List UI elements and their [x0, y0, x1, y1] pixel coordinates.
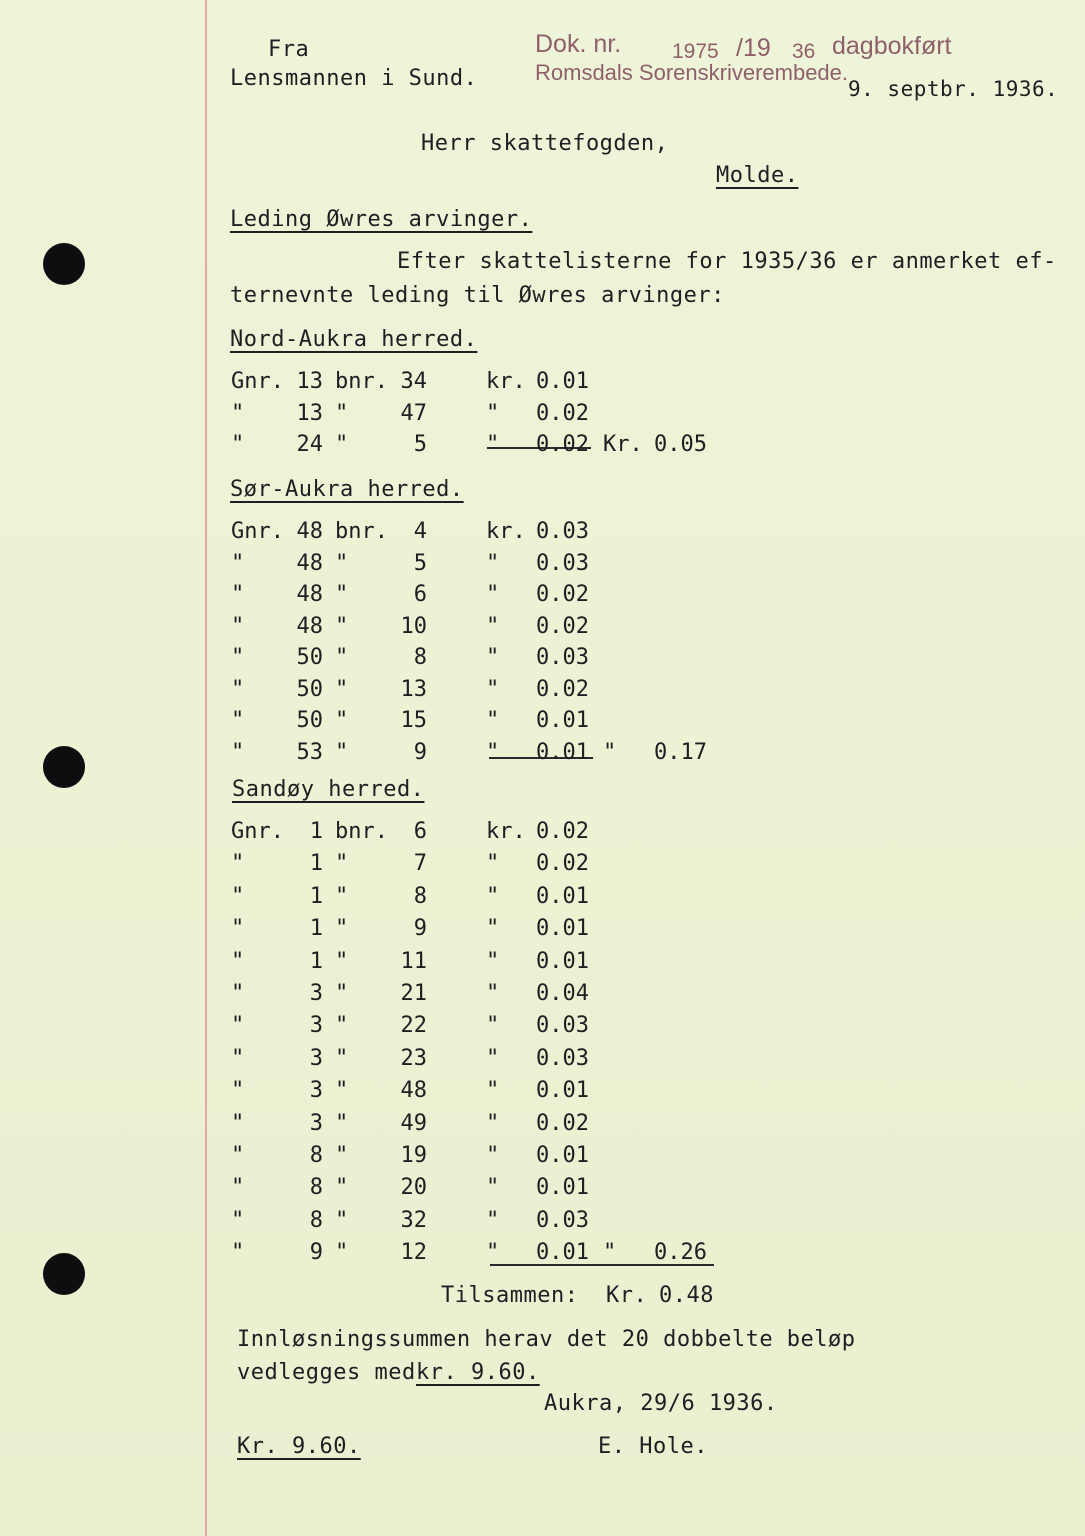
- ledger-row: [231, 817, 731, 847]
- ledger-row: [231, 882, 731, 912]
- intro-line-2: ternevnte leding til Øwres arvinger:: [230, 283, 725, 308]
- gnr-label: ": [231, 676, 245, 702]
- bnr-label: ": [335, 851, 349, 877]
- ledger-row: [231, 675, 731, 705]
- currency: ": [486, 1175, 500, 1201]
- amount: 0.03: [536, 550, 589, 576]
- currency: ": [486, 1013, 500, 1039]
- bnr-value: 9: [413, 916, 427, 942]
- gnr-value: 8: [309, 1175, 323, 1201]
- bnr-label: ": [335, 400, 349, 426]
- currency: ": [486, 400, 500, 426]
- gnr-label: ": [231, 916, 245, 942]
- gnr-value: 3: [309, 1078, 323, 1104]
- ledger-row: [231, 979, 731, 1009]
- bnr-value: 19: [400, 1143, 427, 1168]
- gnr-label: ": [231, 400, 245, 426]
- gnr-label: ": [231, 739, 245, 765]
- gnr-value: 1: [309, 819, 323, 844]
- ledger-row: [231, 517, 731, 547]
- gnr-label: Gnr.: [231, 369, 284, 394]
- gnr-value: 24: [296, 432, 323, 457]
- bnr-value: 21: [400, 981, 427, 1006]
- currency: kr.: [486, 369, 526, 394]
- currency: ": [486, 981, 500, 1006]
- ledger-row: [231, 1011, 731, 1041]
- stamp-dagbokfort: dagbokført: [832, 32, 952, 60]
- currency: ": [486, 883, 500, 909]
- amount: 0.01: [536, 916, 589, 942]
- grand-total-label: Tilsammen:: [441, 1283, 579, 1308]
- ledger-row: [231, 612, 731, 642]
- intro-line-1: Efter skattelisterne for 1935/36 er anmerket ef-: [397, 249, 1057, 274]
- bnr-value: 11: [400, 948, 427, 974]
- currency: ": [486, 1078, 500, 1104]
- ledger-row: [231, 1173, 731, 1203]
- from-name: Lensmannen i Sund.: [230, 66, 478, 91]
- amount: 0.03: [536, 1045, 589, 1071]
- gnr-label: ": [231, 432, 245, 457]
- currency: ": [486, 432, 500, 457]
- bnr-label: bnr.: [335, 369, 388, 394]
- amount: 0.02: [536, 851, 589, 877]
- bnr-value: 48: [400, 1078, 427, 1104]
- bnr-label: ": [335, 916, 349, 942]
- stamp-office: Romsdals Sorenskriverembede.: [535, 60, 849, 85]
- ledger-row: [231, 399, 731, 429]
- amount: 0.01: [536, 1175, 589, 1201]
- ledger-row: [231, 1044, 731, 1074]
- bnr-label: bnr.: [335, 819, 388, 844]
- currency: ": [486, 1143, 500, 1168]
- amount: 0.03: [536, 645, 589, 670]
- bnr-label: ": [335, 582, 349, 607]
- bnr-label: ": [335, 1013, 349, 1039]
- amount: 0.01: [536, 369, 589, 394]
- signature: E. Hole.: [598, 1434, 708, 1459]
- bnr-value: 22: [400, 1013, 427, 1039]
- section-title-sor-aukra: Sør-Aukra herred.: [230, 477, 464, 502]
- gnr-label: ": [231, 851, 245, 877]
- recipient-title: Herr skattefogden,: [421, 131, 669, 156]
- bnr-value: 4: [413, 519, 427, 544]
- gnr-value: 9: [309, 1240, 323, 1266]
- gnr-value: 13: [296, 400, 323, 426]
- redemption-amount: kr. 9.60.: [416, 1360, 540, 1385]
- currency: ": [486, 676, 500, 702]
- bnr-label: ": [335, 1078, 349, 1104]
- amount: 0.02: [536, 432, 589, 457]
- currency: ": [486, 1207, 500, 1233]
- gnr-value: 1: [309, 883, 323, 909]
- gnr-label: ": [231, 582, 245, 607]
- gnr-value: 13: [296, 369, 323, 394]
- amount: 0.02: [536, 400, 589, 426]
- redemption-line-1: Innløsningssummen herav det 20 dobbelte beløp: [237, 1327, 856, 1352]
- bnr-value: 32: [400, 1207, 427, 1233]
- bnr-value: 20: [400, 1175, 427, 1201]
- bnr-value: 49: [400, 1110, 427, 1136]
- bnr-value: 13: [400, 676, 427, 702]
- bnr-label: ": [335, 1045, 349, 1071]
- bnr-value: 5: [413, 432, 427, 457]
- bnr-value: 9: [413, 739, 427, 765]
- bnr-label: ": [335, 645, 349, 670]
- gnr-value: 1: [309, 948, 323, 974]
- gnr-label: ": [231, 613, 245, 639]
- section-title-nord-aukra: Nord-Aukra herred.: [230, 327, 478, 352]
- amount: 0.03: [536, 1207, 589, 1233]
- stamp-date: 9. septbr. 1936.: [848, 77, 1059, 101]
- currency: ": [486, 1110, 500, 1136]
- gnr-value: 50: [296, 645, 323, 670]
- currency: ": [486, 851, 500, 877]
- bnr-label: ": [335, 981, 349, 1006]
- amount: 0.02: [536, 676, 589, 702]
- bnr-value: 47: [400, 400, 427, 426]
- bnr-value: 8: [413, 645, 427, 670]
- currency: ": [486, 645, 500, 670]
- gnr-value: 1: [309, 916, 323, 942]
- ledger-row: [231, 1206, 731, 1236]
- bnr-label: ": [335, 1143, 349, 1168]
- stamp-dok-label: Dok. nr.: [535, 30, 622, 58]
- currency: ": [486, 739, 500, 765]
- gnr-value: 48: [296, 550, 323, 576]
- amount: 0.02: [536, 613, 589, 639]
- gnr-label: ": [231, 981, 245, 1006]
- subtotal-currency: ": [603, 1240, 617, 1266]
- ledger-row: [231, 549, 731, 579]
- gnr-label: ": [231, 1078, 245, 1104]
- gnr-label: ": [231, 1013, 245, 1039]
- subtotal: 0.17: [654, 739, 707, 765]
- stamp-slash-year: /19: [736, 34, 771, 62]
- subtotal-currency: ": [603, 739, 617, 765]
- amount: 0.01: [536, 1078, 589, 1104]
- ledger-row: [231, 643, 731, 673]
- subtotal: 0.26: [654, 1240, 707, 1266]
- gnr-label: ": [231, 708, 245, 733]
- bnr-value: 12: [400, 1240, 427, 1266]
- gnr-label: ": [231, 1110, 245, 1136]
- grand-total-value: 0.48: [659, 1283, 714, 1308]
- currency: ": [486, 613, 500, 639]
- ledger-row: [231, 706, 731, 736]
- gnr-label: Gnr.: [231, 519, 284, 544]
- ledger-row: [231, 914, 731, 944]
- currency: ": [486, 708, 500, 733]
- bnr-label: bnr.: [335, 519, 388, 544]
- ledger-row: [231, 1238, 731, 1268]
- gnr-label: ": [231, 1045, 245, 1071]
- bnr-label: ": [335, 613, 349, 639]
- gnr-label: ": [231, 1175, 245, 1201]
- ledger-row: [231, 1109, 731, 1139]
- subtotal: 0.05: [654, 432, 707, 457]
- bnr-label: ": [335, 739, 349, 765]
- currency: kr.: [486, 819, 526, 844]
- margin-line: [205, 0, 207, 1536]
- bnr-label: ": [335, 708, 349, 733]
- gnr-value: 3: [309, 1045, 323, 1071]
- bnr-label: ": [335, 550, 349, 576]
- amount: 0.01: [536, 739, 589, 765]
- ledger-row: [231, 849, 731, 879]
- ledger-row: [231, 1076, 731, 1106]
- gnr-value: 48: [296, 613, 323, 639]
- gnr-label: Gnr.: [231, 819, 284, 844]
- section-title-sandoy: Sandøy herred.: [232, 777, 425, 802]
- gnr-value: 3: [309, 1013, 323, 1039]
- bnr-label: ": [335, 1110, 349, 1136]
- subject-line: Leding Øwres arvinger.: [230, 207, 533, 232]
- ledger-row: [231, 367, 731, 397]
- bnr-label: ": [335, 883, 349, 909]
- gnr-value: 3: [309, 1110, 323, 1136]
- bnr-label: ": [335, 432, 349, 457]
- gnr-label: ": [231, 1143, 245, 1168]
- gnr-value: 8: [309, 1143, 323, 1168]
- bnr-value: 23: [400, 1045, 427, 1071]
- currency: ": [486, 948, 500, 974]
- bnr-value: 15: [400, 708, 427, 733]
- bnr-label: ": [335, 948, 349, 974]
- bnr-label: ": [335, 676, 349, 702]
- bnr-value: 5: [413, 550, 427, 576]
- gnr-label: ": [231, 1207, 245, 1233]
- gnr-value: 48: [296, 519, 323, 544]
- currency: ": [486, 582, 500, 607]
- gnr-value: 53: [296, 739, 323, 765]
- gnr-label: ": [231, 550, 245, 576]
- punch-hole-middle: [43, 746, 85, 788]
- currency: ": [486, 1045, 500, 1071]
- amount: 0.01: [536, 948, 589, 974]
- gnr-value: 8: [309, 1207, 323, 1233]
- grand-total-currency: Kr.: [606, 1283, 648, 1308]
- from-label: Fra: [268, 37, 310, 62]
- stamp-year: 36: [792, 40, 816, 63]
- bnr-value: 10: [400, 613, 427, 639]
- recipient-city: Molde.: [716, 163, 799, 188]
- amount: 0.01: [536, 1240, 589, 1266]
- amount: 0.02: [536, 819, 589, 844]
- amount: 0.04: [536, 981, 589, 1006]
- place-date: Aukra, 29/6 1936.: [544, 1391, 778, 1416]
- redemption-line-2-prefix: vedlegges med: [237, 1360, 416, 1385]
- gnr-label: ": [231, 948, 245, 974]
- amount: 0.03: [536, 519, 589, 544]
- gnr-value: 50: [296, 676, 323, 702]
- gnr-value: 50: [296, 708, 323, 733]
- gnr-label: ": [231, 1240, 245, 1266]
- gnr-value: 1: [309, 851, 323, 877]
- bnr-label: ": [335, 1240, 349, 1266]
- amount: 0.03: [536, 1013, 589, 1039]
- bnr-value: 8: [413, 883, 427, 909]
- ledger-row: [231, 430, 731, 460]
- currency: ": [486, 550, 500, 576]
- bnr-value: 7: [413, 851, 427, 877]
- ledger-row: [231, 580, 731, 610]
- stamp-number: 1975: [672, 40, 719, 63]
- subtotal-currency: Kr.: [603, 432, 643, 457]
- punch-hole-bottom: [43, 1253, 85, 1295]
- bnr-value: 34: [400, 369, 427, 394]
- amount: 0.01: [536, 883, 589, 909]
- gnr-label: ": [231, 645, 245, 670]
- currency: ": [486, 1240, 500, 1266]
- amount: 0.01: [536, 1143, 589, 1168]
- amount: 0.02: [536, 582, 589, 607]
- bnr-label: ": [335, 1207, 349, 1233]
- bnr-label: ": [335, 1175, 349, 1201]
- bnr-value: 6: [413, 819, 427, 844]
- punch-hole-top: [43, 243, 85, 285]
- ledger-row: [231, 947, 731, 977]
- gnr-label: ": [231, 883, 245, 909]
- ledger-row: [231, 1141, 731, 1171]
- currency: kr.: [486, 519, 526, 544]
- gnr-value: 3: [309, 981, 323, 1006]
- amount: 0.01: [536, 708, 589, 733]
- currency: ": [486, 916, 500, 942]
- margin-amount: Kr. 9.60.: [237, 1434, 361, 1459]
- bnr-value: 6: [413, 582, 427, 607]
- amount: 0.02: [536, 1110, 589, 1136]
- gnr-value: 48: [296, 582, 323, 607]
- ledger-row: [231, 738, 731, 768]
